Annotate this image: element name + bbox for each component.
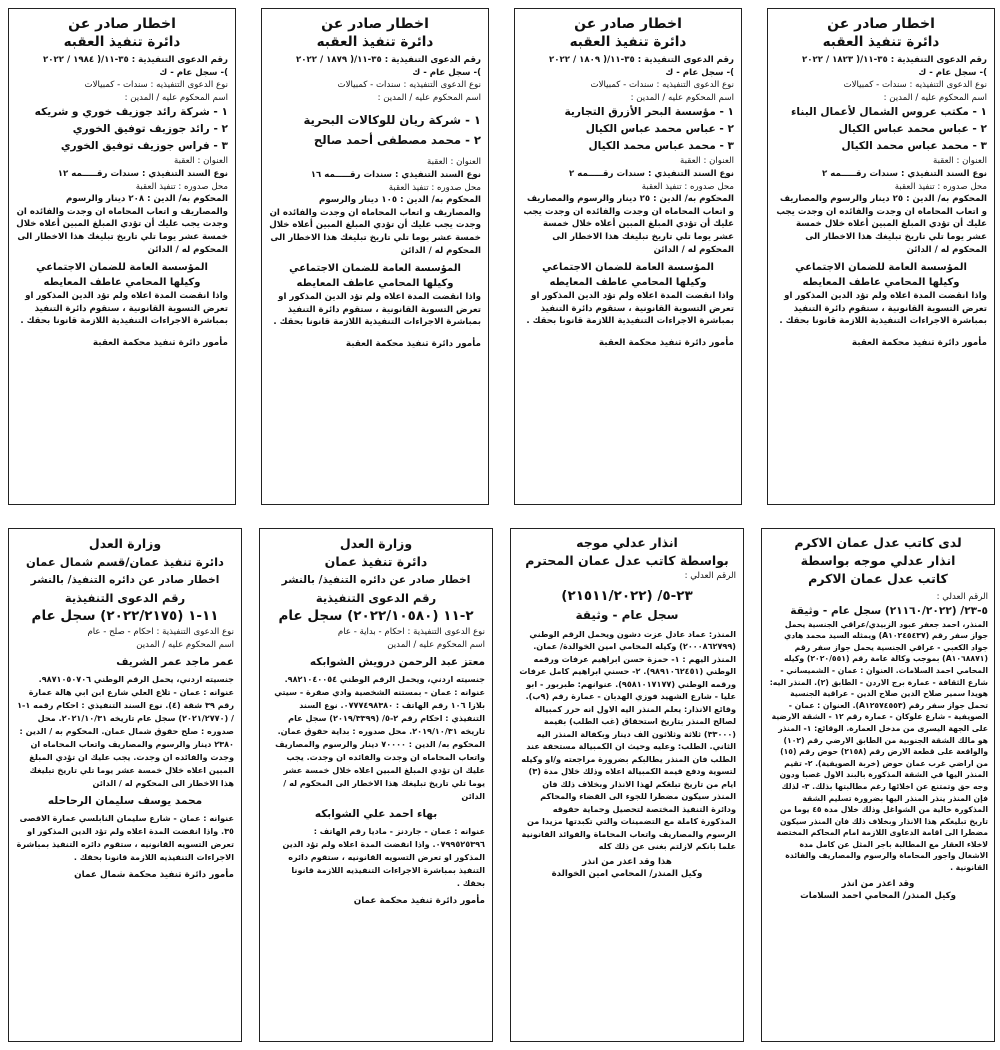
defendant-2: ٢ - محمد مصطفى أحمد صالح: [313, 133, 481, 148]
footer-officer: مأمور دائرة تنفيذ محكمة العقبة: [345, 338, 481, 349]
notary-body: المنذر، احمد جعفر عبود الزبيدي/عراقي الجنسية يحمل جواز سفر رقم (A١٠٢٤٥٤٣٧) ويمثله السيد محمد هادي جواد الكعبي - عراقي الجنسية يحمل جواز سفر رقم (A١٠٦٨٨٧١) بموجب وكالة عامة رقم (٢٠٢٠/٥٥١) وكيله المحامي احمد السلامات. العنوان : عمان - الشميساني - شارع الثقافة - عمارة برج الاردن - الطابق (٢). المنذر اليه: هويدا سمير صلاح الدين صلاح الدين - عراقية الجنسية تحمل جواز سفر رقم (A١٢٥٧٤٥٥٣). العنوان : عمان - الصويفية - شارع علوكان - عمارة رقم ١٢ - الشقة الارضية على الجهة اليسرى من مدخل العمارة. الوقائع: ١- المنذر هو مالك الشقة الجنوبية من الطابق الارضي رقم (١٠٢) والواقعة على قطعة الارض رقم (٢١٥٨) حوض رقم (١٥) من اراضي غرب عمان حوض (خربة الصويفية). ٢- تقيم المنذر اليها في الشقة المذكورة بالبند الاول غصبا ودون وجه حق وتمتنع عن اخلائها رغم مطالبتها بذلك. ٣- لذلك فإن المنذر ينذر المنذر اليها بضرورة تسليم الشقة المذكورة خالية من الشواغل وذلك خلال مدة ٤٥ يوما من تاريخ تبليغكم هذا الانذار وبخلاف ذلك فان المنذر سيكون مضطرا الى اقامة الدعاوى اللازمة امام المحاكم المختصة لاخلاء العقار مع المطالبة باجر المثل عن كامل مدة الاشغال واجور المحاماة والرسوم والمصاريف والفائدة القانونية .: [769, 619, 988, 873]
defendant-2: ٢ - عباس محمد عباس الكيال: [838, 123, 987, 136]
notice-heading: اخطار صادر عن دائره التنفيذ/ بالنشر: [281, 574, 471, 586]
case-number: رقم الدعوى التنفيذية : ٣٥-١١/( ١٩٨٤ / ٢٠٢٢: [42, 55, 228, 65]
closing-text: واذا انقضت المدة اعلاه ولم تؤد الدين المذكور او تعرض التسوية القانونية ، ستقوم دائرة التنفيذ بمباشرة الاجراءات التنفيذية اللازمة قانونا بحقك .: [526, 291, 734, 327]
defendant-2: ٢ - عباس محمد عباس الكيال: [585, 123, 734, 136]
lawyer: وكيلها المحامي عاطف المعايطه: [549, 277, 707, 289]
notice-title-1: اخطار صادر عن: [827, 16, 935, 32]
lawyer: وكيلها المحامي عاطف المعايطه: [43, 277, 201, 289]
defendants-label: اسم المحكوم عليه / المدين :: [377, 92, 481, 103]
case-heading: رقم الدعوى التنفيذية: [64, 591, 186, 605]
case-register: )- سجل عام - ك: [412, 67, 481, 78]
defendant-3: ٣ - محمد عباس محمد الكيال: [588, 140, 734, 153]
case-number: رقم الدعوى التنفيذية : ٣٥-١١/( ١٨٠٩ / ٢٠٢٢: [548, 55, 734, 65]
department-heading: دائرة تنفيذ عمان: [324, 554, 428, 569]
notary-heading-2: انذار عدلي موجه بواسطة: [800, 553, 956, 568]
ministry-heading: وزارة العدل: [339, 536, 413, 551]
address: العنوان : العقبة: [933, 156, 987, 167]
notice-body: المحكوم به/ الدين : ٢٥ دينار والرسوم والمصاريف و اتعاب المحاماه ان وجدت والفائده ان وجدت يجب عليك أن تؤدي المبلغ المبين أعلاه خلال خمسة عشر يوما تلي تاريخ تبليغك هذا الاخطار الى المحكوم له / الدائن: [776, 194, 987, 255]
footer-officer: مأمور دائرة تنفيذ محكمة شمال عمان: [74, 870, 234, 881]
address: العنوان : العقبة: [174, 156, 228, 167]
notice-title-1: اخطار صادر عن: [68, 16, 176, 32]
defendant-3: ٣ - محمد عباس محمد الكيال: [841, 140, 987, 153]
defendants-label: اسم المحكوم عليه / المدين :: [630, 92, 734, 103]
notice-body: جنسيته اردني، يحمل الرقم الوطني ٩٨٧١٠٥٠٧٠٦. عنوانه : عمان - تلاع العلي شارع ابن ابي هالة عمارة رقم ٣٩ شقة (٤). نوع السند التنفيذي : احكام رقمه ١-١ / (٢٠٢١/٢٧٧٠) سجل عام تاريخه ٢٠٢١/١٠/٣١. محل صدوره : صلح حقوق شمال عمان. المحكوم به / الدين : ٢٣٨٠ دينار والرسوم والمصاريف واتعاب المحاماه ان وجدت والفائده ان وجدت. يجب عليك ان تؤدي المبلغ المبين اعلاه خلال خمسة عشر يوما تلي تاريخ تبليغك هذا الاخطار الى المحكوم له / الدائن: [17, 674, 234, 789]
notice-body: المحكوم به/ الدين : ٢٠٨ دينار والرسوم والمصاريف و اتعاب المحاماه ان وجدت والفائده ان وجدت يجب عليك أن تؤدي المبلغ المبين أعلاه خلال خمسة عشر يوما تلي تاريخ تبليغك هذا الاخطار الى المحكوم له / الدائن: [16, 194, 228, 255]
notary-heading-2: بواسطة كاتب عدل عمان المحترم: [525, 553, 729, 568]
sign-line-2: وكيل المنذر/ المحامي احمد السلامات: [800, 891, 956, 902]
defendant-2: ٢ - رائد جوزيف توفيق الخوري: [72, 123, 228, 136]
creditor: المؤسسة العامة للضمان الاجتماعي: [289, 263, 461, 275]
bond-type: نوع السند التنفيذي : سندات رقـــــمه ١٦: [310, 169, 481, 180]
ref-number: ٢٣-٥/ (٢١٥١١/٢٠٢٢): [561, 587, 693, 604]
notice-aqaba-1809: [514, 8, 742, 505]
creditor: المؤسسة العامة للضمان الاجتماعي: [795, 262, 967, 274]
sign-line-2: وكيل المنذر/ المحامي امين الخوالدة: [551, 869, 703, 880]
case-number: ٢-١١ (٢٠٢٢/١٠٥٨٠) سجل عام: [278, 608, 474, 624]
notary-body: المنذر: عماد عادل عزت دشون ويحمل الرقم الوطني (٢٠٠٠٨٦٢٧٩٩) وكيله المحامي امين الخوالدة/ عمان. المنذر اليهم : ١- حمزة حسن ابراهيم عرفات ورقمه الوطني (٩٨٩١٠٦٢٤٥١). ٢- حسني ابراهيم كامل عرفات ورقمه الوطني (٩٥٨١٠١٧١٧٧). عنوانهم: طبربور - ابو عليا - شارع الشهيد فوزي الهدبان - عمارة رقم (٩ب). وقائع الانذار: يعلم المنذر اليه الاول انه حرر كمبيالة لصالح المنذر بتاريخ استحقاق (غب الطلب) بقيمة (٣٣٠٠٠) ثلاثة وثلاثون الف دينار وبكفالة المنذر اليه الثاني. الطلب: وعليه وحيث ان الكمبيالة مستحقة عند الطلب فان المنذر يطالبكم بضرورة مراجعته و/او وكيله لتسوية ودفع قيمة الكمبيالة اعلاه وذلك خلال مدة (٣) ايام من تاريخ تبلغكم لهذا الانذار وبخلاف ذلك فان المنذر سيكون مضطرا للجوء الى القضاء والمحاكم ودائرة التنفيذ المختصة لتحصيل وحماية حقوقه المذكورة كاملة مع التضمينات والتي تكبدتها مزيدا من الرسوم والمصاريف واتعاب المحاماة والفوائد القانونية علما بانكم لازلتم بغنى عن ذلك كله: [519, 628, 736, 852]
case-type: نوع الدعوى التنفيذيه : سندات - كمبيالات: [590, 80, 734, 91]
case-number: رقم الدعوى التنفيذية : ٣٥-١١/( ١٨٢٣ / ٢٠٢٢: [801, 55, 987, 65]
defendant-label: اسم المحكوم عليه / المدين: [136, 639, 234, 650]
notice-body: المحكوم به/ الدين : ١٠٥ دينار والرسوم والمصاريف و اتعاب المحاماه ان وجدت والفائده ان وجدت يجب عليك أن تؤدي المبلغ المبين أعلاه خلال خمسة عشر يوما تلي تاريخ تبليغك هذا الاخطار الى المحكوم له / الدائن: [269, 195, 481, 256]
case-register: )- سجل عام - ك: [665, 67, 734, 78]
creditor: المؤسسة العامة للضمان الاجتماعي: [36, 262, 208, 274]
notice-aqaba-1879: [261, 8, 489, 505]
defendant-name: عمر ماجد عمر الشريف: [116, 656, 234, 669]
bond-type: نوع السند التنفيذي : سندات رقـــــمه ١٢: [57, 168, 228, 179]
notice-notary-21160: [761, 528, 995, 1042]
sign-line-1: وقد اعذر من انذر: [841, 878, 915, 889]
notice-title-2: دائرة تنفيذ العقبه: [63, 34, 181, 50]
closing-text: عنوانه : عمان - شارع سليمان النابلسي عمارة الاقصى ٣٥. واذا انقضت المدة اعلاه ولم تؤد الدين المذكور او تعرض التسويه القانونيه ، ستقوم دائره التنفيذ بمباشرة الاجراءات التنفيذيه اللازمة قانونا بحقك .: [16, 813, 234, 863]
issue-place: محل صدوره : تنفيذ العقبة: [894, 181, 987, 192]
closing-text: واذا انقضت المدة اعلاه ولم تؤد الدين المذكور او تعرض التسوية القانونية ، ستقوم دائرة التنفيذ بمباشرة الاجراءات التنفيذية اللازمة قانونا بحقك .: [779, 291, 987, 327]
defendant-1: ١ - مؤسسة البحر الأزرق التجارية: [564, 106, 734, 119]
department-heading: دائرة تنفيذ عمان/قسم شمال عمان: [26, 555, 224, 569]
notice-title-2: دائرة تنفيذ العقبه: [822, 34, 940, 50]
creditor-name: بهاء احمد علي الشوابكه: [314, 808, 438, 821]
notice-title-1: اخطار صادر عن: [574, 16, 682, 32]
bond-type: نوع السند التنفيذي : سندات رقـــــمه ٢: [569, 168, 734, 179]
ref-label: الرقم العدلي :: [936, 592, 988, 602]
notary-heading-1: لدى كاتب عدل عمان الاكرم: [794, 535, 962, 550]
ref-label: الرقم العدلي :: [684, 571, 736, 581]
address: العنوان : العقبة: [427, 157, 481, 168]
ref-number: ٥-٢٣/ (٢١١٦٠/٢٠٢٢) سجل عام - وثيقة: [790, 604, 988, 617]
issue-place: محل صدوره : تنفيذ العقبة: [135, 181, 228, 192]
creditor-name: محمد يوسف سليمان الرحاحله: [47, 795, 203, 808]
defendant-1: ١ - مكتب عروس الشمال لأعمال البناء: [791, 106, 987, 119]
lawyer: وكيلها المحامي عاطف المعايطه: [802, 277, 960, 289]
case-type: نوع الدعوى التنفيذيه : سندات - كمبيالات: [84, 80, 228, 91]
notice-title-2: دائرة تنفيذ العقبه: [569, 34, 687, 50]
defendants-label: اسم المحكوم عليه / المدين :: [124, 92, 228, 103]
notice-heading: اخطار صادر عن دائره التنفيذ/ بالنشر: [30, 574, 220, 586]
creditor: المؤسسة العامة للضمان الاجتماعي: [542, 262, 714, 274]
case-register: )- سجل عام - ك: [159, 67, 228, 78]
closing-text: واذا انقضت المدة اعلاه ولم تؤد الدين المذكور او تعرض التسوية القانونية ، ستقوم دائرة التنفيذ بمباشرة الاجراءات التنفيذية اللازمة قانونا بحقك .: [273, 292, 481, 328]
case-type: نوع الدعوى التنفيذية : احكام - بداية - عام: [337, 627, 485, 637]
sign-line-1: هذا وقد اعذر من انذر: [582, 856, 672, 867]
notary-heading-1: انذار عدلي موجه: [576, 535, 678, 550]
notice-north-amman-2175: [8, 528, 242, 1042]
notice-aqaba-1984: [8, 8, 236, 505]
defendants-label: اسم المحكوم عليه / المدين :: [883, 92, 987, 103]
notice-amman-10580: [259, 528, 493, 1042]
defendant-3: ٣ - فراس جوزيف توفيق الخوري: [60, 140, 228, 153]
notice-body: المحكوم به/ الدين : ٢٥ دينار والرسوم والمصاريف و اتعاب المحاماه ان وجدت والفائده ان وجدت يجب عليك أن تؤدي المبلغ المبين أعلاه خلال خمسة عشر يوما تلي تاريخ تبليغك هذا الاخطار الى المحكوم له / الدائن: [523, 194, 734, 255]
case-heading: رقم الدعوى التنفيذية: [315, 591, 437, 605]
bond-type: نوع السند التنفيذي : سندات رقـــــمه ٢: [822, 168, 987, 179]
lawyer: وكيلها المحامي عاطف المعايطه: [296, 278, 454, 290]
case-type: نوع الدعوى التنفيذيه : سندات - كمبيالات: [337, 80, 481, 91]
case-type: نوع الدعوى التنفيذية : احكام - صلح - عام: [87, 627, 234, 637]
defendant-1: ١ - شركة ريان للوكالات البحرية: [303, 113, 481, 128]
case-register: )- سجل عام - ك: [918, 67, 987, 78]
closing-text: عنوانه : عمان - جاردنز - ماديا رقم الهاتف : ٠٧٩٩٥٢٥٣٩٦. واذا انقضت المدة اعلاه ولم تؤد الدين المذكور او تعرض التسويه القانونيه ، ستقوم دائره التنفيذ بمباشرة الاجراءات التنفيذيه اللازمة قانونا بحقك .: [282, 826, 485, 889]
case-number: رقم الدعوى التنفيذية : ٣٥-١١/( ١٨٧٩ / ٢٠٢٢: [295, 55, 481, 65]
footer-officer: مأمور دائرة تنفيذ محكمة العقبة: [851, 337, 987, 348]
footer-officer: مأمور دائرة تنفيذ محكمة العقبة: [598, 337, 734, 348]
defendant-1: ١ - شركة رائد جوزيف خوري و شريكه: [34, 106, 228, 119]
notice-body: جنسيته اردني، ويحمل الرقم الوطني ٩٨٢١٠٤٠٠٥٤. عنوانه : عمان - بمستنه الشخصية وادي صقرة - سيتي بلازا ١٠٦ رقم الهاتف : ٠٧٧٧٤٩٨٣٨٠. نوع السند التنفيذي : احكام رقم ٢-٥/ (٢٠١٩/٣٣٩٩) سجل عام تاريخه ٢٠١٩/١٠/٣١. محل صدوره : بداية حقوق عمان. المحكوم به/ الدين : ٧٠٠٠٠ دينار والرسوم والمصاريف واتعاب المحاماه ان وجدت والفائده ان وجدت. يجب عليك ان تؤدي المبلغ المبين اعلاه خلال خمسة عشر يوما تلي تاريخ تبليغك هذا الاخطار الى المحكوم له / الدائن: [274, 674, 485, 802]
case-type: نوع الدعوى التنفيذيه : سندات - كمبيالات: [843, 80, 987, 91]
issue-place: محل صدوره : تنفيذ العقبة: [388, 182, 481, 193]
issue-place: محل صدوره : تنفيذ العقبة: [641, 181, 734, 192]
ministry-heading: وزارة العدل: [88, 536, 162, 551]
notice-aqaba-1823: [767, 8, 995, 505]
address: العنوان : العقبة: [680, 156, 734, 167]
footer-officer: مأمور دائرة تنفيذ محكمة العقبة: [92, 337, 228, 348]
defendant-name: معتز عبد الرحمن درويش الشوابكه: [309, 656, 485, 669]
notice-title-1: اخطار صادر عن: [321, 16, 429, 32]
notice-title-2: دائرة تنفيذ العقبه: [316, 34, 434, 50]
notary-heading-3: كاتب عدل عمان الاكرم: [808, 571, 948, 586]
notice-notary-21511: [510, 528, 744, 1042]
closing-text: واذا انقضت المدة اعلاه ولم تؤد الدين المذكور او تعرض التسوية القانونية ، ستقوم دائرة التنفيذ بمباشرة الاجراءات التنفيذية اللازمة قانونا بحقك .: [20, 291, 228, 327]
ref-register: سجل عام - وثيقة: [575, 607, 679, 622]
footer-officer: مأمور دائرة تنفيذ محكمة عمان: [353, 896, 485, 907]
defendant-label: اسم المحكوم عليه / المدين: [387, 639, 485, 650]
case-number: ١١-١ (٢٠٢٢/٢١٧٥) سجل عام: [31, 608, 219, 624]
